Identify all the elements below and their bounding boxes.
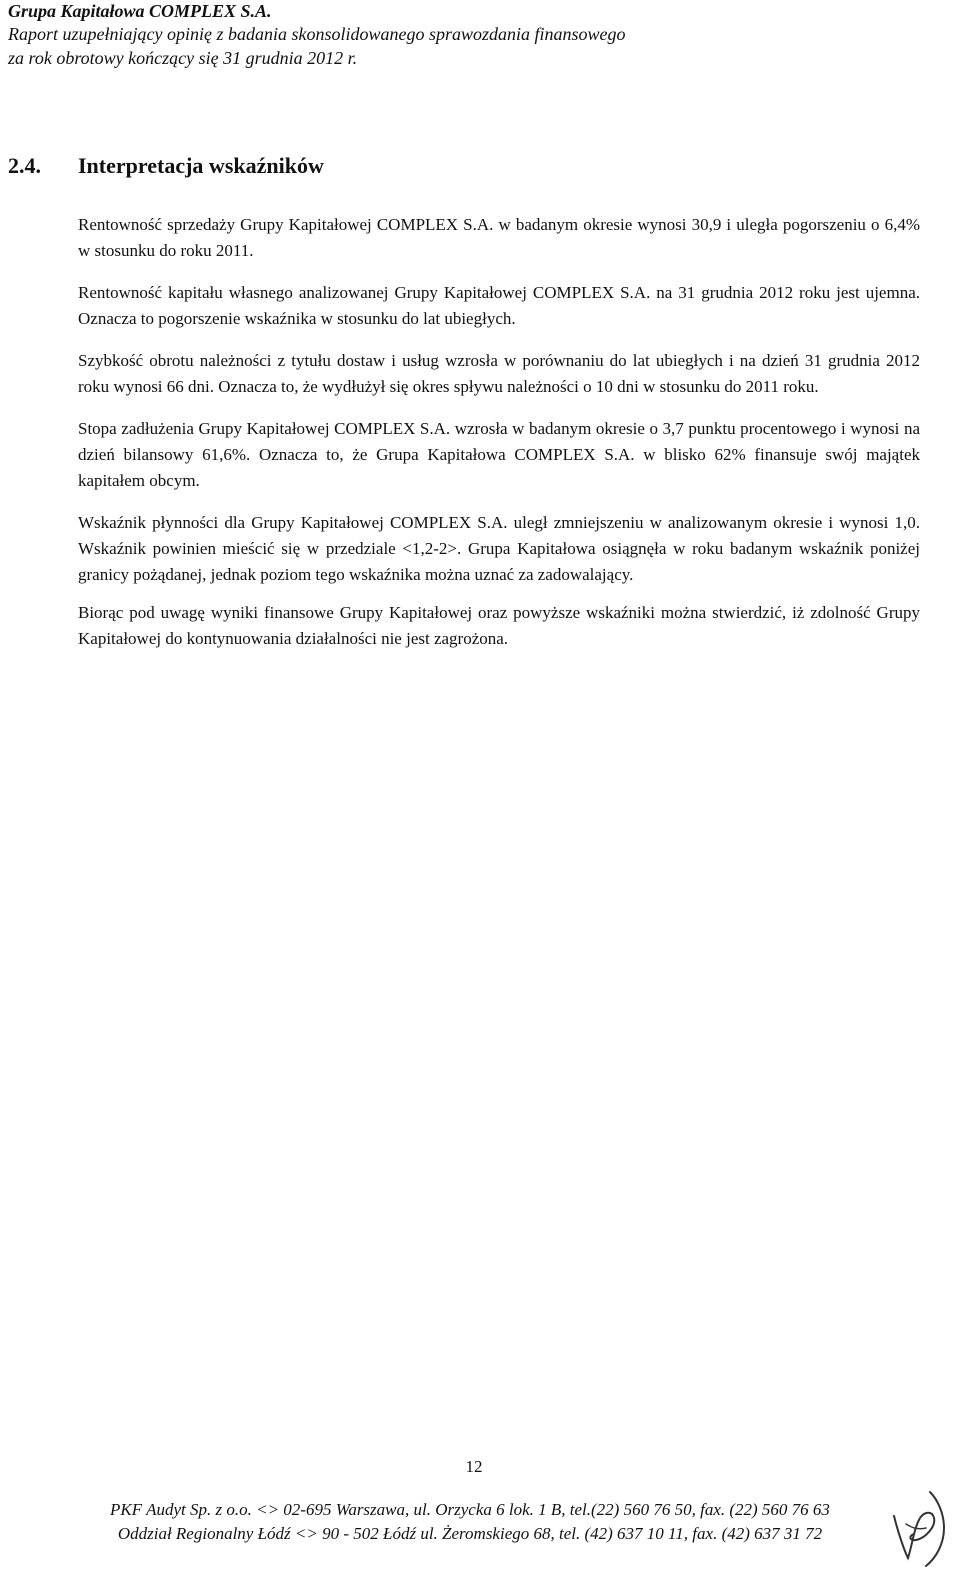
- paragraph-receivables-turnover: Szybkość obrotu należności z tytułu dostaw i usług wzrosła w porównaniu do lat ubiegłych i na dzień 31 grudnia 2012 roku wynosi 66 dni. Oznacza to, że wydłużył się okres spływu należności o 10 dni w stosunku do 2011 roku.: [78, 351, 920, 396]
- paragraph-liquidity-ratio: Wskaźnik płynności dla Grupy Kapitałowej COMPLEX S.A. uległ zmniejszeniu w analizowanym okresie i wynosi 1,0. Wskaźnik powinien mieścić się w przedziale <1,2-2>. Grupa Kapitałowa osiągnęła w roku badanym wskaźnik poniżej granicy pożądanej, jednak poziom tego wskaźnika można uznać za zadowalający.: [78, 513, 920, 584]
- paragraph-going-concern: Biorąc pod uwagę wyniki finansowe Grupy Kapitałowej oraz powyższe wskaźniki można stwierdzić, iż zdolność Grupy Kapitałowej do kontynuowania działalności nie jest zagrożona.: [78, 603, 920, 648]
- header-report-period: za rok obrotowy kończący się 31 grudnia 2012 r.: [8, 48, 358, 68]
- section-heading: [8, 152, 324, 180]
- section-body: [78, 212, 920, 652]
- footer-regional-office: Oddział Regionalny Łódź <> 90 - 502 Łódź ul. Żeromskiego 68, tel. (42) 637 10 11, fax. (42) 637 31 72: [117, 1524, 823, 1543]
- header-company-name: Grupa Kapitałowa COMPLEX S.A.: [8, 1, 272, 21]
- page-footer: [60, 1498, 880, 1546]
- header-report-title: Raport uzupełniający opinię z badania skonsolidowanego sprawozdania finansowego: [8, 24, 626, 44]
- footer-head-office: PKF Audyt Sp. z o.o. <> 02-695 Warszawa, ul. Orzycka 6 lok. 1 B, tel.(22) 560 76 50, fax. (22) 560 76 63: [110, 1500, 830, 1519]
- page-header: [8, 0, 948, 70]
- paragraph-equity-profitability: Rentowność kapitału własnego analizowanej Grupy Kapitałowej COMPLEX S.A. na 31 grudnia 2012 roku jest ujemna. Oznacza to pogorszenie wskaźnika w stosunku do lat ubiegłych.: [78, 283, 920, 328]
- paragraph-debt-ratio: Stopa zadłużenia Grupy Kapitałowej COMPLEX S.A. wzrosła w badanym okresie o 3,7 punktu procentowego i wynosi na dzień bilansowy 61,6%. Oznacza to, że Grupa Kapitałowa COMPLEX S.A. w blisko 62% finansuje swój majątek kapitałem obcym.: [78, 419, 920, 490]
- paragraph-sales-profitability: Rentowność sprzedaży Grupy Kapitałowej COMPLEX S.A. w badanym okresie wynosi 30,9 i uległa pogorszeniu o 6,4% w stosunku do roku 2011.: [78, 215, 920, 260]
- handwritten-signature: [886, 1488, 950, 1568]
- section-title: Interpretacja wskaźników: [78, 153, 324, 178]
- page-number: 12: [465, 1457, 483, 1476]
- section-number: 2.4.: [8, 153, 41, 178]
